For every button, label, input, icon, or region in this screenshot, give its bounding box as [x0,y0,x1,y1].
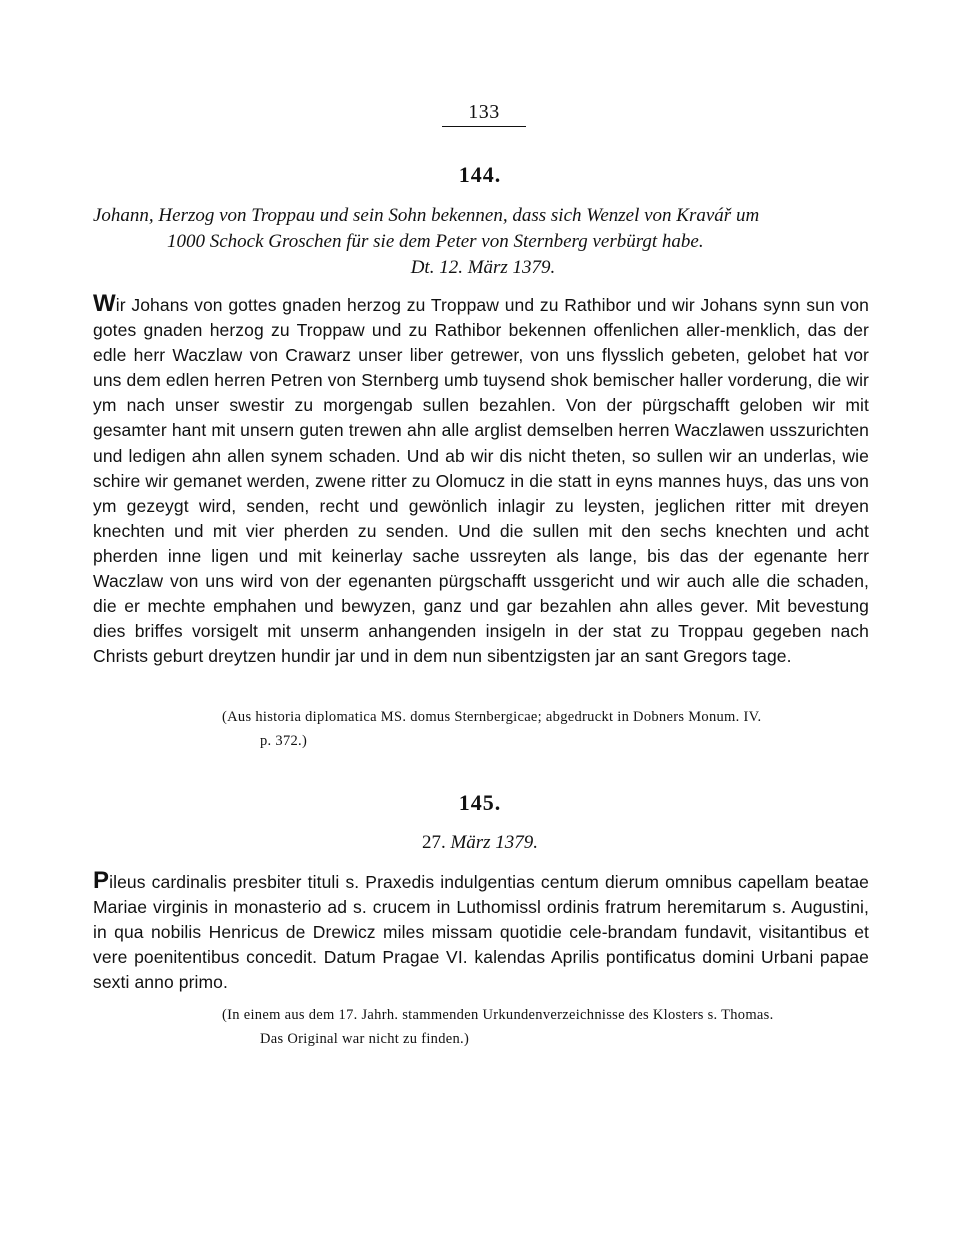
regest-line-1: Johann, Herzog von Troppau und sein Sohn bekennen, dass sich Wenzel von Kravář um [93,205,760,226]
date-month-year: März 1379. [450,832,539,853]
page-number: 133 [468,101,500,123]
source-note-line-2: p. 372.) [260,733,308,749]
document-144-body [93,290,869,669]
initial-letter: P [93,867,110,894]
document-144-text: ir Johans von gottes gnaden herzog zu Troppaw und zu Rathibor und wir Johans synn sun von gotes gnaden herzog zu Troppaw und zu Rathibor bekennen offenlichen aller-menklich, das der edle herr Waczlaw von Crawarz unser liber getrewer, von uns flysslich gebeten, gelobet hat vor uns dem edlen herren Petren von Sternberg umb tuysend shok bemischer haller vorderung, die wir ym nach unser swestir zu morgengab sullen bezahlen. Von der pürgschafft geloben wir mit gesamter hant mit unsern guten trewen ahn alle arglist demselben herren Waczlawen usszurichten und ledigen ahn allen synem schaden. Und ab wir dis nicht theten, so sullen wir an underlas, wie schire wir gemanet werden, zwene ritter zu Olomucz in die statt in eyns mannes huys, das uns von ym gezeygt wird, senden, recht und gewönlich inlagir zu leysten, jeglichen ritter mit dreyen knechten und mit vier pherden zu senden. Und die sullen mit den sechs knechten und acht pherden inne ligen und mit keinerlay sache ussreyten als lange, bis das der egenante herr Waczlaw von uns wird von der egenanten pürgschafft ussgericht und wir auch alle die schaden, die er mechte emphahen und bewyzen, ganz und gar bezahlen ahn alles gever. Mit bevestung dies briffes vorsigelt mit unserm anhangenden insigeln in der stat zu Troppau gegeben nach Christs geburt dreytzen hundir jar und in dem nun sibentzigsten jar an sant Gregors tage. [93,295,869,667]
document-144-source-note [222,705,870,753]
page-number-rule [442,126,526,127]
document-144-number: 144. [458,162,502,187]
regest-line-2: 1000 Schock Groschen für sie dem Peter von Sternberg verbürgt habe. [167,231,704,252]
document-144-regest [93,203,873,281]
source-note-line-2: Das Original war nicht zu finden.) [260,1031,470,1047]
document-145-source-note [222,1003,870,1051]
initial-letter: W [93,290,116,317]
document-145-body [93,867,869,995]
regest-date: Dt. 12. März 1379. [410,257,556,278]
document-145-date [0,830,960,856]
date-day: 27. [421,832,446,853]
document-145-number: 145. [458,790,502,815]
source-note-line-1: (In einem aus dem 17. Jahrh. stammenden Urkundenverzeichnisse des Klosters s. Thomas. [222,1007,774,1023]
source-note-line-1: (Aus historia diplomatica MS. domus Sternbergicae; abgedruckt in Dobners Monum. IV. [222,709,762,725]
document-145-text: ileus cardinalis presbiter tituli s. Praxedis indulgentias centum dierum omnibus capellam beatae Mariae virginis in monasterio ad s. crucem in Luthomissl ordinis fratrum heremitarum s. Augustini, in qua nobilis Henricus de Drewicz miles missam quotidie cele-brandam fundavit, visitantibus et vere poenitentibus concedit. Datum Pragae VI. kalendas Aprilis pontificatus domini Urbani papae sexti anno primo. [93,872,869,993]
